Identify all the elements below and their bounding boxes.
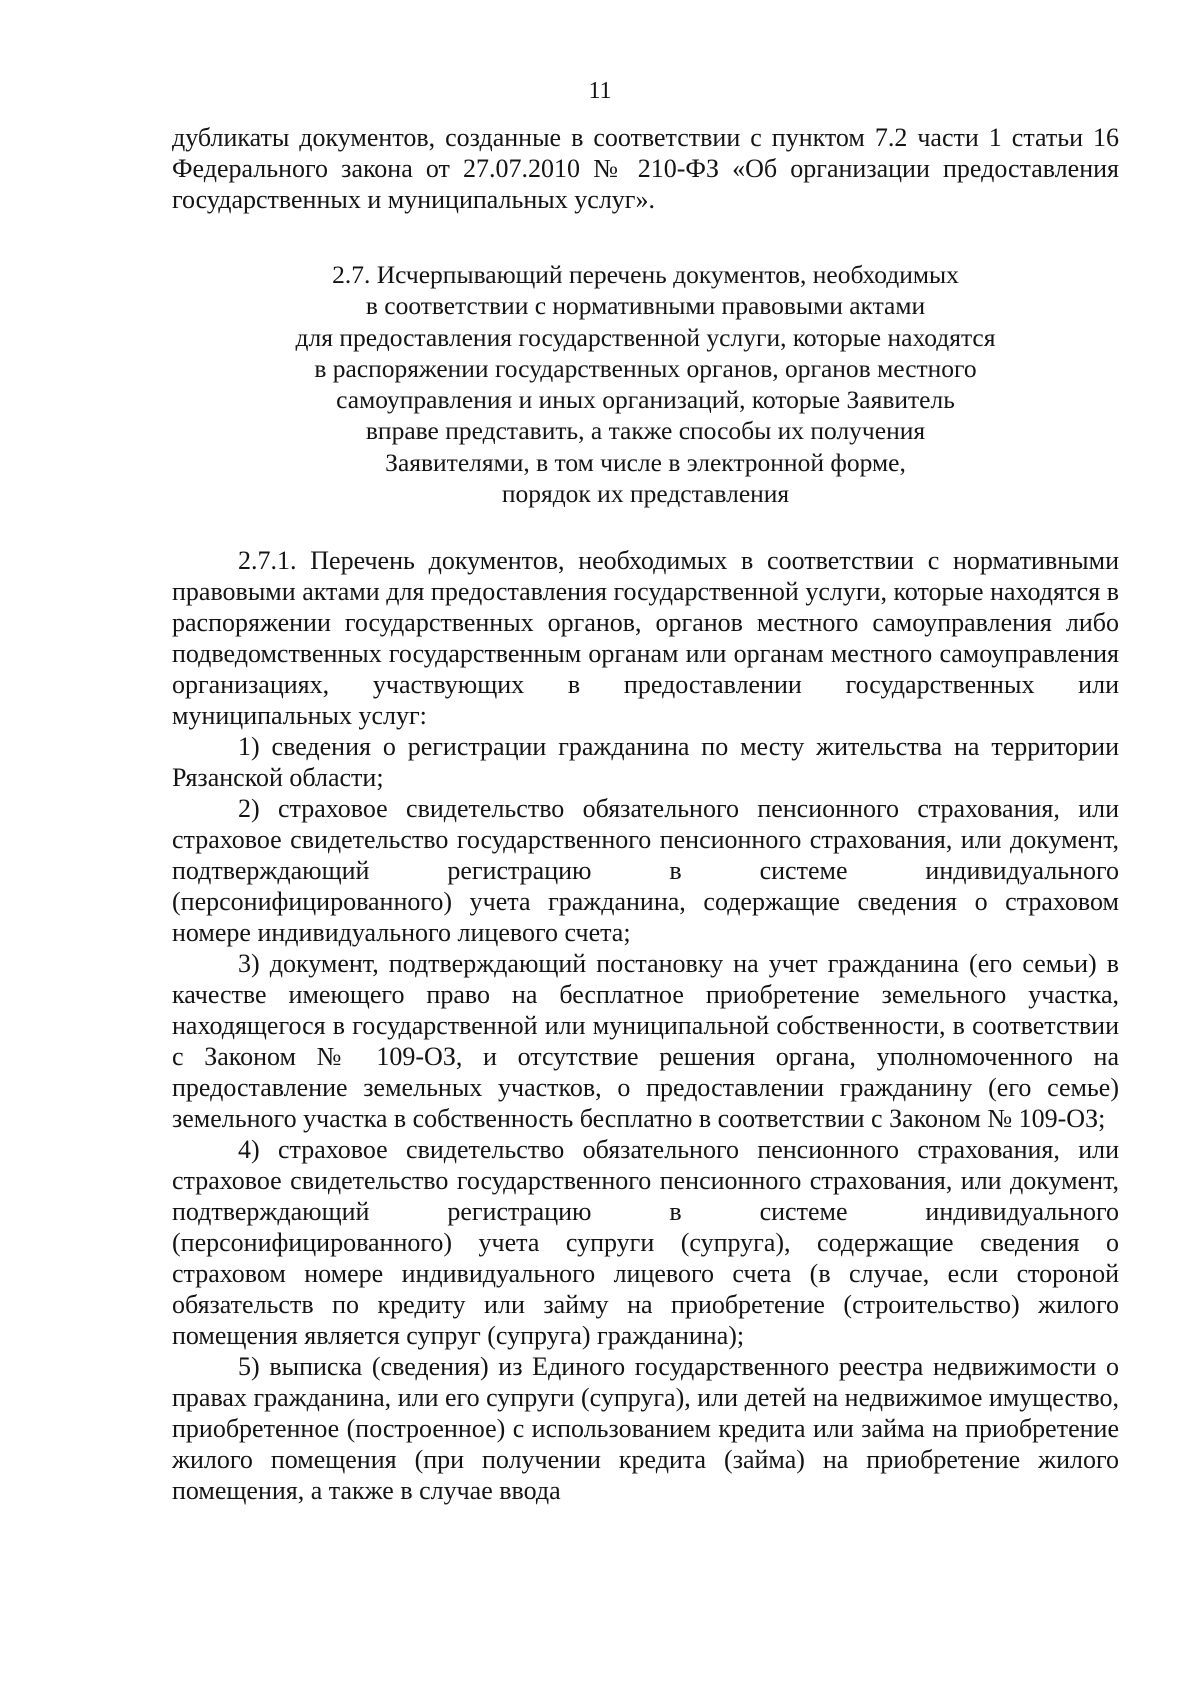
section-heading-line: вправе представить, а также способы их получения	[365, 416, 926, 446]
section-heading-line: порядок их представления	[501, 479, 790, 509]
section-heading-line: самоуправления и иных организаций, которые Заявитель	[336, 385, 955, 415]
list-item: 5) выписка (сведения) из Единого государственного реестра недвижимости о правах гражданина, или его супруги (супруга), или детей на недвижимое имущество, приобретенное (построенное) с использованием кредита или займа на приобретение жилого помещения (при получении кредита (займа) на приобретение жилого помещения, а также в случае ввода	[172, 1352, 1119, 1506]
list-item: 3) документ, подтверждающий постановку на учет гражданина (его семьи) в качестве имеющего право на бесплатное приобретение земельного участка, находящегося в государственной или муниципальной собственности, в соответствии с Законом № 109-ОЗ, и отсутствие решения органа, уполномоченного на предоставление земельных участков, о предоставлении гражданину (его семье) земельного участка в собственность бесплатно в соответствии с Законом № 109-ОЗ;	[172, 949, 1119, 1134]
section-heading-line: в соответствии с нормативными правовыми актами	[365, 291, 926, 321]
list-item: 4) страховое свидетельство обязательного пенсионного страхования, или страховое свидетельство государственного пенсионного страхования, или документ, подтверждающий регистрацию в системе индивидуального (персонифицированного) учета супруги (супруга), содержащие сведения о страховом номере индивидуального лицевого счета (в случае, если стороной обязательств по кредиту или займу на приобретение (строительство) жилого помещения является супруг (супруга) гражданина);	[172, 1135, 1119, 1351]
section-heading	[172, 259, 1119, 509]
subsection-paragraph: 2.7.1. Перечень документов, необходимых в соответствии с нормативными правовыми актами для предоставления государственной услуги, которые находятся в распоряжении государственных органов, органов местного самоуправления либо подведомственных государственным органам или органам местного самоуправления организациях, участвующих в предоставлении государственных или муниципальных услуг:	[172, 546, 1119, 731]
list-item: 1) сведения о регистрации гражданина по месту жительства на территории Рязанской области;	[172, 732, 1119, 793]
section-heading-line: для предоставления государственной услуги, которые находятся	[295, 322, 996, 352]
section-heading-line: 2.7. Исчерпывающий перечень документов, необходимых	[332, 260, 959, 289]
page-number: 11	[588, 78, 612, 104]
intro-paragraph: дубликаты документов, созданные в соответствии с пунктом 7.2 части 1 статьи 16 Федерального закона от 27.07.2010 № 210-ФЗ «Об организации предоставления государственных и муниципальных услуг».	[172, 123, 1119, 214]
section-heading-line: в распоряжении государственных органов, органов местного	[314, 353, 977, 383]
section-heading-line: Заявителями, в том числе в электронной форме,	[385, 447, 906, 477]
document-body	[172, 122, 1119, 1506]
list-item: 2) страховое свидетельство обязательного пенсионного страхования, или страховое свидетельство государственного пенсионного страхования, или документ, подтверждающий регистрацию в системе индивидуального (персонифицированного) учета гражданина, содержащие сведения о страховом номере индивидуального лицевого счета;	[172, 794, 1119, 948]
